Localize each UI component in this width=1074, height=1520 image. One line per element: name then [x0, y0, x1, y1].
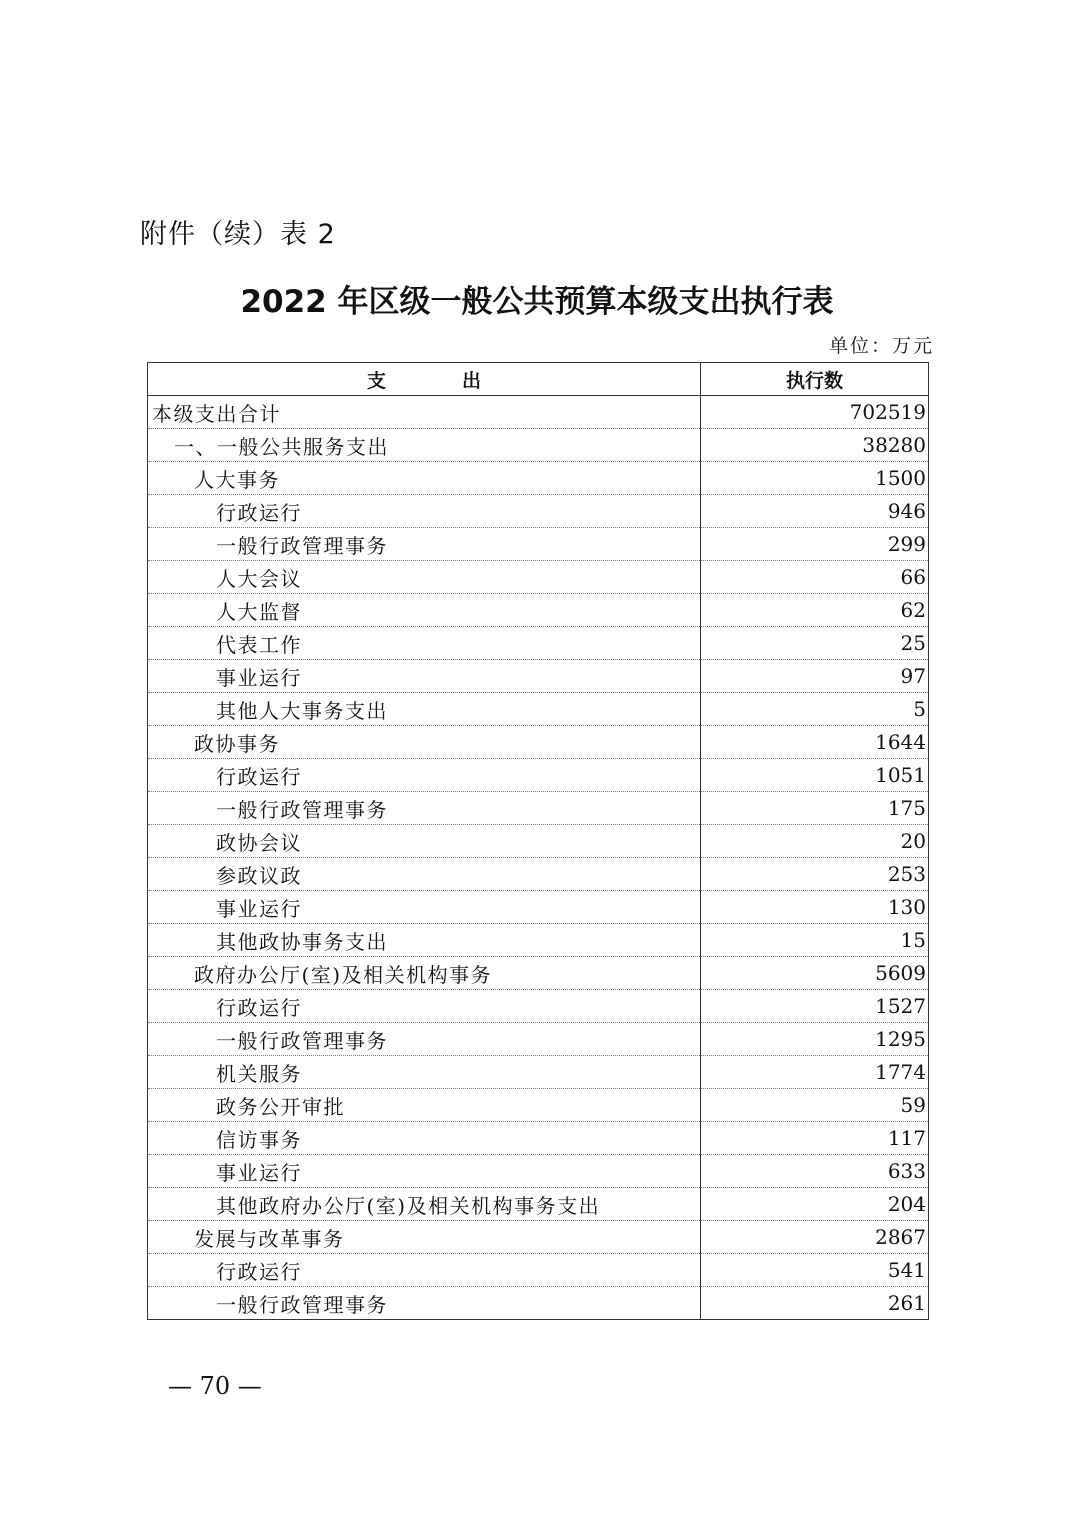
table-row: [148, 759, 929, 792]
table-row: [148, 627, 929, 660]
page-title: 2022 年区级一般公共预算本级支出执行表: [240, 284, 834, 320]
row-item-value: 117: [701, 1122, 929, 1155]
row-item-name: 事业运行: [148, 1155, 701, 1188]
table-row: [148, 396, 929, 429]
row-item-value: 97: [701, 660, 929, 693]
row-item-value: 541: [701, 1254, 929, 1287]
attachment-label: 附件（续）表 2: [140, 219, 336, 250]
row-item-name: 政协会议: [148, 825, 701, 858]
row-item-value: 299: [701, 528, 929, 561]
table-row: [148, 825, 929, 858]
row-item-name: 发展与改革事务: [148, 1221, 701, 1254]
row-item-value: 59: [701, 1089, 929, 1122]
row-item-value: 62: [701, 594, 929, 627]
table-row: [148, 594, 929, 627]
table-row: [148, 1023, 929, 1056]
row-item-name: 政务公开审批: [148, 1089, 701, 1122]
row-item-value: 5: [701, 693, 929, 726]
row-item-name: 事业运行: [148, 891, 701, 924]
row-item-value: 633: [701, 1155, 929, 1188]
row-item-value: 130: [701, 891, 929, 924]
row-item-value: 1500: [701, 462, 929, 495]
row-item-value: 38280: [701, 429, 929, 462]
table-row: [148, 528, 929, 561]
row-item-value: 5609: [701, 957, 929, 990]
unit-label: 单位：万元: [828, 335, 934, 357]
row-item-name: 人大事务: [148, 462, 701, 495]
table-row: [148, 1221, 929, 1254]
row-item-name: 机关服务: [148, 1056, 701, 1089]
row-item-value: 1051: [701, 759, 929, 792]
table-body: [148, 396, 929, 1320]
row-item-value: 25: [701, 627, 929, 660]
row-item-name: 本级支出合计: [148, 396, 701, 429]
row-item-name: 参政议政: [148, 858, 701, 891]
row-item-name: 人大监督: [148, 594, 701, 627]
row-item-name: 其他政府办公厅(室)及相关机构事务支出: [148, 1188, 701, 1221]
row-item-name: 一般行政管理事务: [148, 1023, 701, 1056]
table-row: [148, 561, 929, 594]
row-item-value: 1774: [701, 1056, 929, 1089]
row-item-value: 66: [701, 561, 929, 594]
table-row: [148, 1188, 929, 1221]
table-row: [148, 1056, 929, 1089]
table-row: [148, 429, 929, 462]
table-row: [148, 462, 929, 495]
row-item-name: 政协事务: [148, 726, 701, 759]
table-row: [148, 726, 929, 759]
table-row: [148, 1089, 929, 1122]
row-item-name: 其他人大事务支出: [148, 693, 701, 726]
header-expenditure: 支 出: [148, 363, 701, 396]
row-item-name: 行政运行: [148, 759, 701, 792]
row-item-value: 261: [701, 1287, 929, 1320]
row-item-value: 15: [701, 924, 929, 957]
row-item-value: 1527: [701, 990, 929, 1023]
row-item-name: 代表工作: [148, 627, 701, 660]
table-row: [148, 990, 929, 1023]
row-item-value: 253: [701, 858, 929, 891]
table-row: [148, 693, 929, 726]
row-item-name: 其他政协事务支出: [148, 924, 701, 957]
table-row: [148, 660, 929, 693]
table-row: [148, 1122, 929, 1155]
table-row: [148, 858, 929, 891]
table-row: [148, 1155, 929, 1188]
table-header-row: [148, 363, 929, 396]
row-item-value: 702519: [701, 396, 929, 429]
table-row: [148, 792, 929, 825]
row-item-value: 204: [701, 1188, 929, 1221]
row-item-name: 信访事务: [148, 1122, 701, 1155]
table-row: [148, 1287, 929, 1320]
header-execution-amount: 执行数: [701, 363, 929, 396]
row-item-name: 事业运行: [148, 660, 701, 693]
row-item-value: 946: [701, 495, 929, 528]
row-item-value: 2867: [701, 1221, 929, 1254]
row-item-name: 政府办公厅(室)及相关机构事务: [148, 957, 701, 990]
row-item-value: 175: [701, 792, 929, 825]
table-row: [148, 924, 929, 957]
table-row: [148, 891, 929, 924]
table-row: [148, 495, 929, 528]
row-item-name: 一般行政管理事务: [148, 792, 701, 825]
row-item-value: 20: [701, 825, 929, 858]
row-item-name: 一般行政管理事务: [148, 528, 701, 561]
row-item-value: 1295: [701, 1023, 929, 1056]
row-item-name: 人大会议: [148, 561, 701, 594]
expenditure-table: [147, 362, 929, 1320]
page-number: — 70 —: [168, 1372, 262, 1400]
row-item-name: 行政运行: [148, 1254, 701, 1287]
row-item-value: 1644: [701, 726, 929, 759]
row-item-name: 一、一般公共服务支出: [148, 429, 701, 462]
row-item-name: 行政运行: [148, 990, 701, 1023]
row-item-name: 一般行政管理事务: [148, 1287, 701, 1320]
table-row: [148, 1254, 929, 1287]
row-item-name: 行政运行: [148, 495, 701, 528]
table-row: [148, 957, 929, 990]
